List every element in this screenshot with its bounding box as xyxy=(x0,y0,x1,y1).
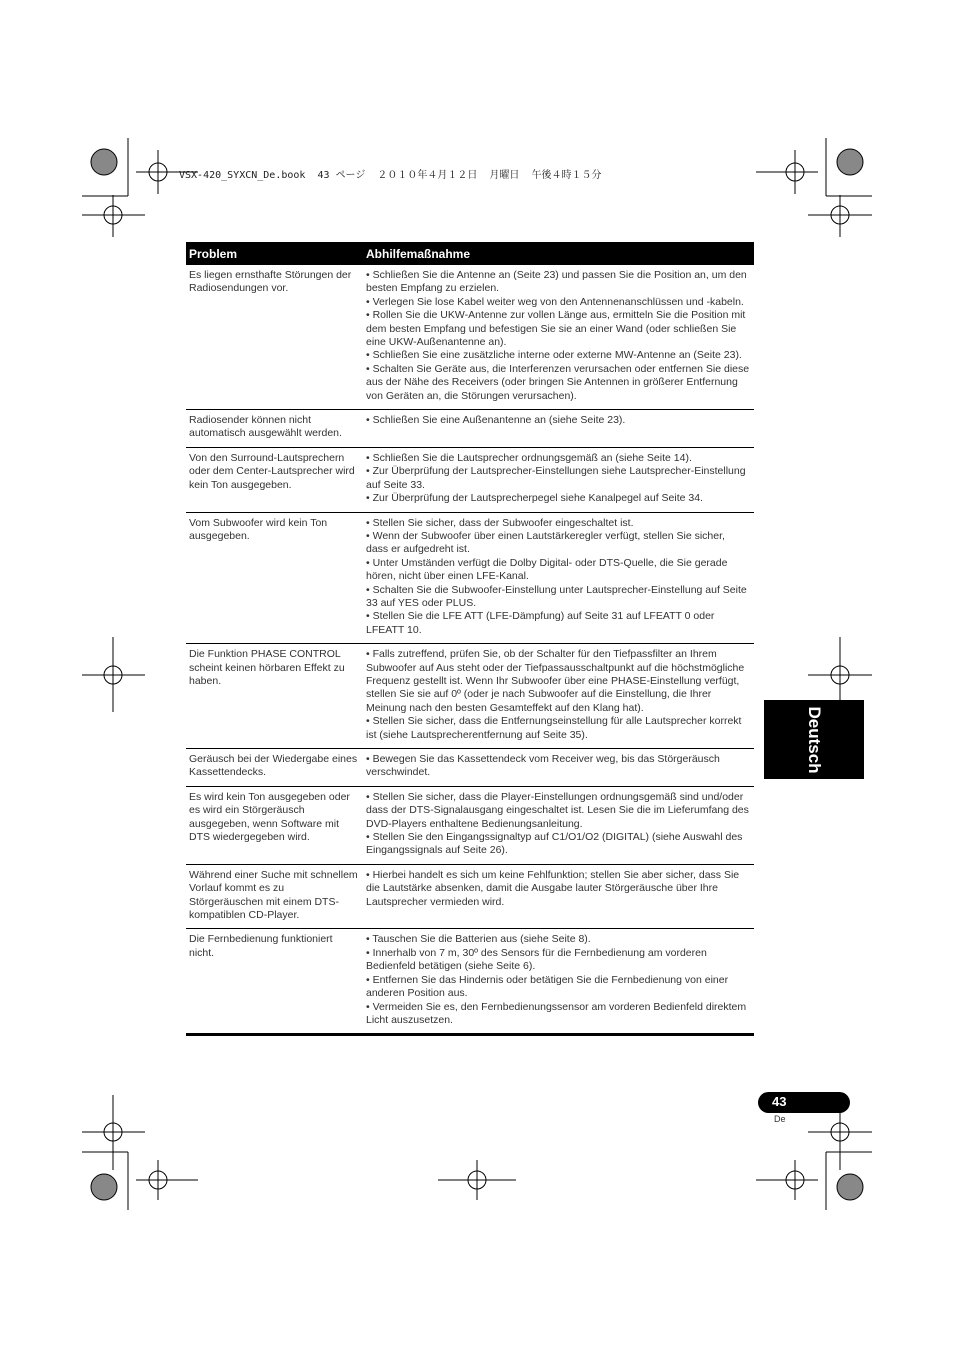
problem-cell: Während einer Suche mit schnellem Vorlauf kommt es zu Störgeräuschen mit einem DTS-kompatiblen CD-Player. xyxy=(189,868,358,922)
remedy-item: • Unter Umständen verfügt die Dolby Digital- oder DTS-Quelle, die Sie gerade hören, nicht über einen LFE-Kanal. xyxy=(366,556,728,583)
remedy-item: • Stellen Sie sicher, dass die Player-Einstellungen ordnungsgemäß sind und/oder dass der DTS-Signalausgang eingeschaltet ist. Lesen Sie die im Lieferumfang des DVD-Players enthaltene Bedienungsanleitung. xyxy=(366,790,749,830)
page-language-code: De xyxy=(774,1114,786,1124)
table-row xyxy=(186,929,754,1036)
problem-cell: Es wird kein Ton ausgegeben oder es wird ein Störgeräusch ausgegeben, wenn Software mit DTS wiedergegeben wird. xyxy=(189,790,350,844)
language-side-tab xyxy=(764,700,864,779)
table-row xyxy=(186,644,754,749)
remedy-item: • Zur Überprüfung der Lautsprecherpegel siehe Kanalpegel auf Seite 34. xyxy=(366,492,703,505)
table-header xyxy=(186,242,754,265)
troubleshooting-table xyxy=(186,242,754,1036)
remedy-item: • Hierbei handelt es sich um keine Fehlfunktion; stellen Sie aber sicher, dass Sie die Lautstärke absenken, damit die Ausgabe lauter Störgeräusche über Ihre Lautsprecher vermieden wird. xyxy=(366,868,740,908)
table-row xyxy=(186,410,754,448)
remedy-item: • Schalten Sie Geräte aus, die Interferenzen verursachen oder entfernen Sie diese aus der Nähe des Receivers (oder bringen Sie Antennen in größerer Entfernung von Geräten an, die Störungen verursachen). xyxy=(366,362,750,402)
problem-cell: Vom Subwoofer wird kein Ton ausgegeben. xyxy=(189,516,328,542)
remedy-cell xyxy=(366,517,754,638)
problem-cell: Die Fernbedienung funktioniert nicht. xyxy=(189,933,333,959)
col-problem-header: Problem xyxy=(189,246,238,261)
remedy-item: • Stellen Sie die LFE ATT (LFE-Dämpfung) auf Seite 31 auf LFEATT 0 oder LFEATT 10. xyxy=(366,610,715,636)
remedy-item: • Schließen Sie eine Außenantenne an (siehe Seite 23). xyxy=(366,414,626,427)
table-row xyxy=(186,865,754,930)
remedy-item: • Schließen Sie eine zusätzliche interne oder externe MW-Antenne an (Seite 23). xyxy=(366,349,742,362)
problem-cell: Es liegen ernsthafte Störungen der Radiosendungen vor. xyxy=(189,269,352,295)
col-remedy-header: Abhilfemaßnahme xyxy=(366,246,471,261)
remedy-item: • Schließen Sie die Antenne an (Seite 23) und passen Sie die Position an, um den besten Empfang zu erzielen. xyxy=(366,269,747,295)
remedy-item: • Falls zutreffend, prüfen Sie, ob der Schalter für den Tiefpassfilter an Ihrem Subwoofer auf Aus steht oder der Tiefpassausschaltpunkt auf die höchstmögliche Frequenz gestellt ist. Wenn Ihr Subwoofer über eine PHASE-Einstellung verfügt, stellen Sie sie auf 0º (oder je nach Subwoofer auf die Einstellung, die Ihrer Meinung nach den besten Gesamteffekt auf den Klang hat). xyxy=(366,648,745,714)
remedy-item: • Tauschen Sie die Batterien aus (siehe Seite 8). xyxy=(366,933,591,946)
remedy-item: • Schließen Sie die Lautsprecher ordnungsgemäß an (siehe Seite 14). xyxy=(366,451,692,464)
table-row xyxy=(186,513,754,645)
remedy-item: • Verlegen Sie lose Kabel weiter weg von den Antennenanschlüssen und -kabeln. xyxy=(366,295,744,308)
remedy-cell xyxy=(366,648,754,742)
remedy-cell xyxy=(366,452,754,506)
problem-cell: Von den Surround-Lautsprechern oder dem Center-Lautsprecher wird kein Ton ausgegeben. xyxy=(189,451,355,491)
remedy-item: • Stellen Sie sicher, dass die Entfernungseinstellung für alle Lautsprecher korrekt ist (siehe Lautsprecherentfernung auf Seite 35). xyxy=(366,715,742,741)
book-header-line: VSX-420_SYXCN_De.book 43 ページ ２０１０年４月１２日 月曜日 午後４時１５分 xyxy=(179,170,602,181)
remedy-cell xyxy=(366,269,754,403)
language-tab-label: Deutsch xyxy=(805,705,824,774)
remedy-cell xyxy=(366,414,754,441)
remedy-item: • Zur Überprüfung der Lautsprecher-Einstellungen siehe Lautsprecher-Einstellung auf Seite 33. xyxy=(366,465,746,491)
problem-cell: Die Funktion PHASE CONTROL scheint keinen hörbaren Effekt zu haben. xyxy=(189,648,345,687)
remedy-item: • Schalten Sie die Subwoofer-Einstellung unter Lautsprecher-Einstellung auf Seite 33 auf YES oder PLUS. xyxy=(366,583,747,609)
remedy-item: • Stellen Sie sicher, dass der Subwoofer eingeschaltet ist. xyxy=(366,516,634,529)
table-row xyxy=(186,448,754,513)
remedy-cell xyxy=(366,933,754,1027)
remedy-cell xyxy=(366,753,754,780)
problem-cell: Geräusch bei der Wiedergabe eines Kassettendecks. xyxy=(189,753,358,779)
remedy-item: • Innerhalb von 7 m, 30º des Sensors für die Fernbedienung am vorderen Bedienfeld betätigen (siehe Seite 6). xyxy=(366,946,707,973)
remedy-item: • Wenn der Subwoofer über einen Lautstärkeregler verfügt, stellen Sie sicher, dass er aufgedreht ist. xyxy=(366,529,725,556)
remedy-cell xyxy=(366,791,754,858)
table-row xyxy=(186,749,754,787)
remedy-item: • Entfernen Sie das Hindernis oder betätigen Sie die Fernbedienung von einer anderen Position aus. xyxy=(366,973,729,1000)
page-number-badge xyxy=(758,1092,850,1113)
remedy-item: • Bewegen Sie das Kassettendeck vom Receiver weg, bis das Störgeräusch verschwindet. xyxy=(366,753,720,779)
remedy-item: • Rollen Sie die UKW-Antenne zur vollen Länge aus, ermitteln Sie die Position mit dem besten Empfang und befestigen Sie sie an einer Wand (oder schließen Sie eine UKW-Außenantenne an). xyxy=(366,309,746,349)
page-number: 43 xyxy=(772,1094,787,1109)
remedy-item: • Stellen Sie den Eingangssignaltyp auf C1/O1/O2 (DIGITAL) (siehe Auswahl des Eingangssignals auf Seite 26). xyxy=(366,831,743,857)
table-row xyxy=(186,787,754,865)
remedy-cell xyxy=(366,869,754,923)
table-row xyxy=(186,265,754,410)
remedy-item: • Vermeiden Sie es, den Fernbedienungssensor am vorderen Bedienfeld direktem Licht auszusetzen. xyxy=(366,1000,747,1026)
problem-cell: Radiosender können nicht automatisch ausgewählt werden. xyxy=(189,414,342,440)
